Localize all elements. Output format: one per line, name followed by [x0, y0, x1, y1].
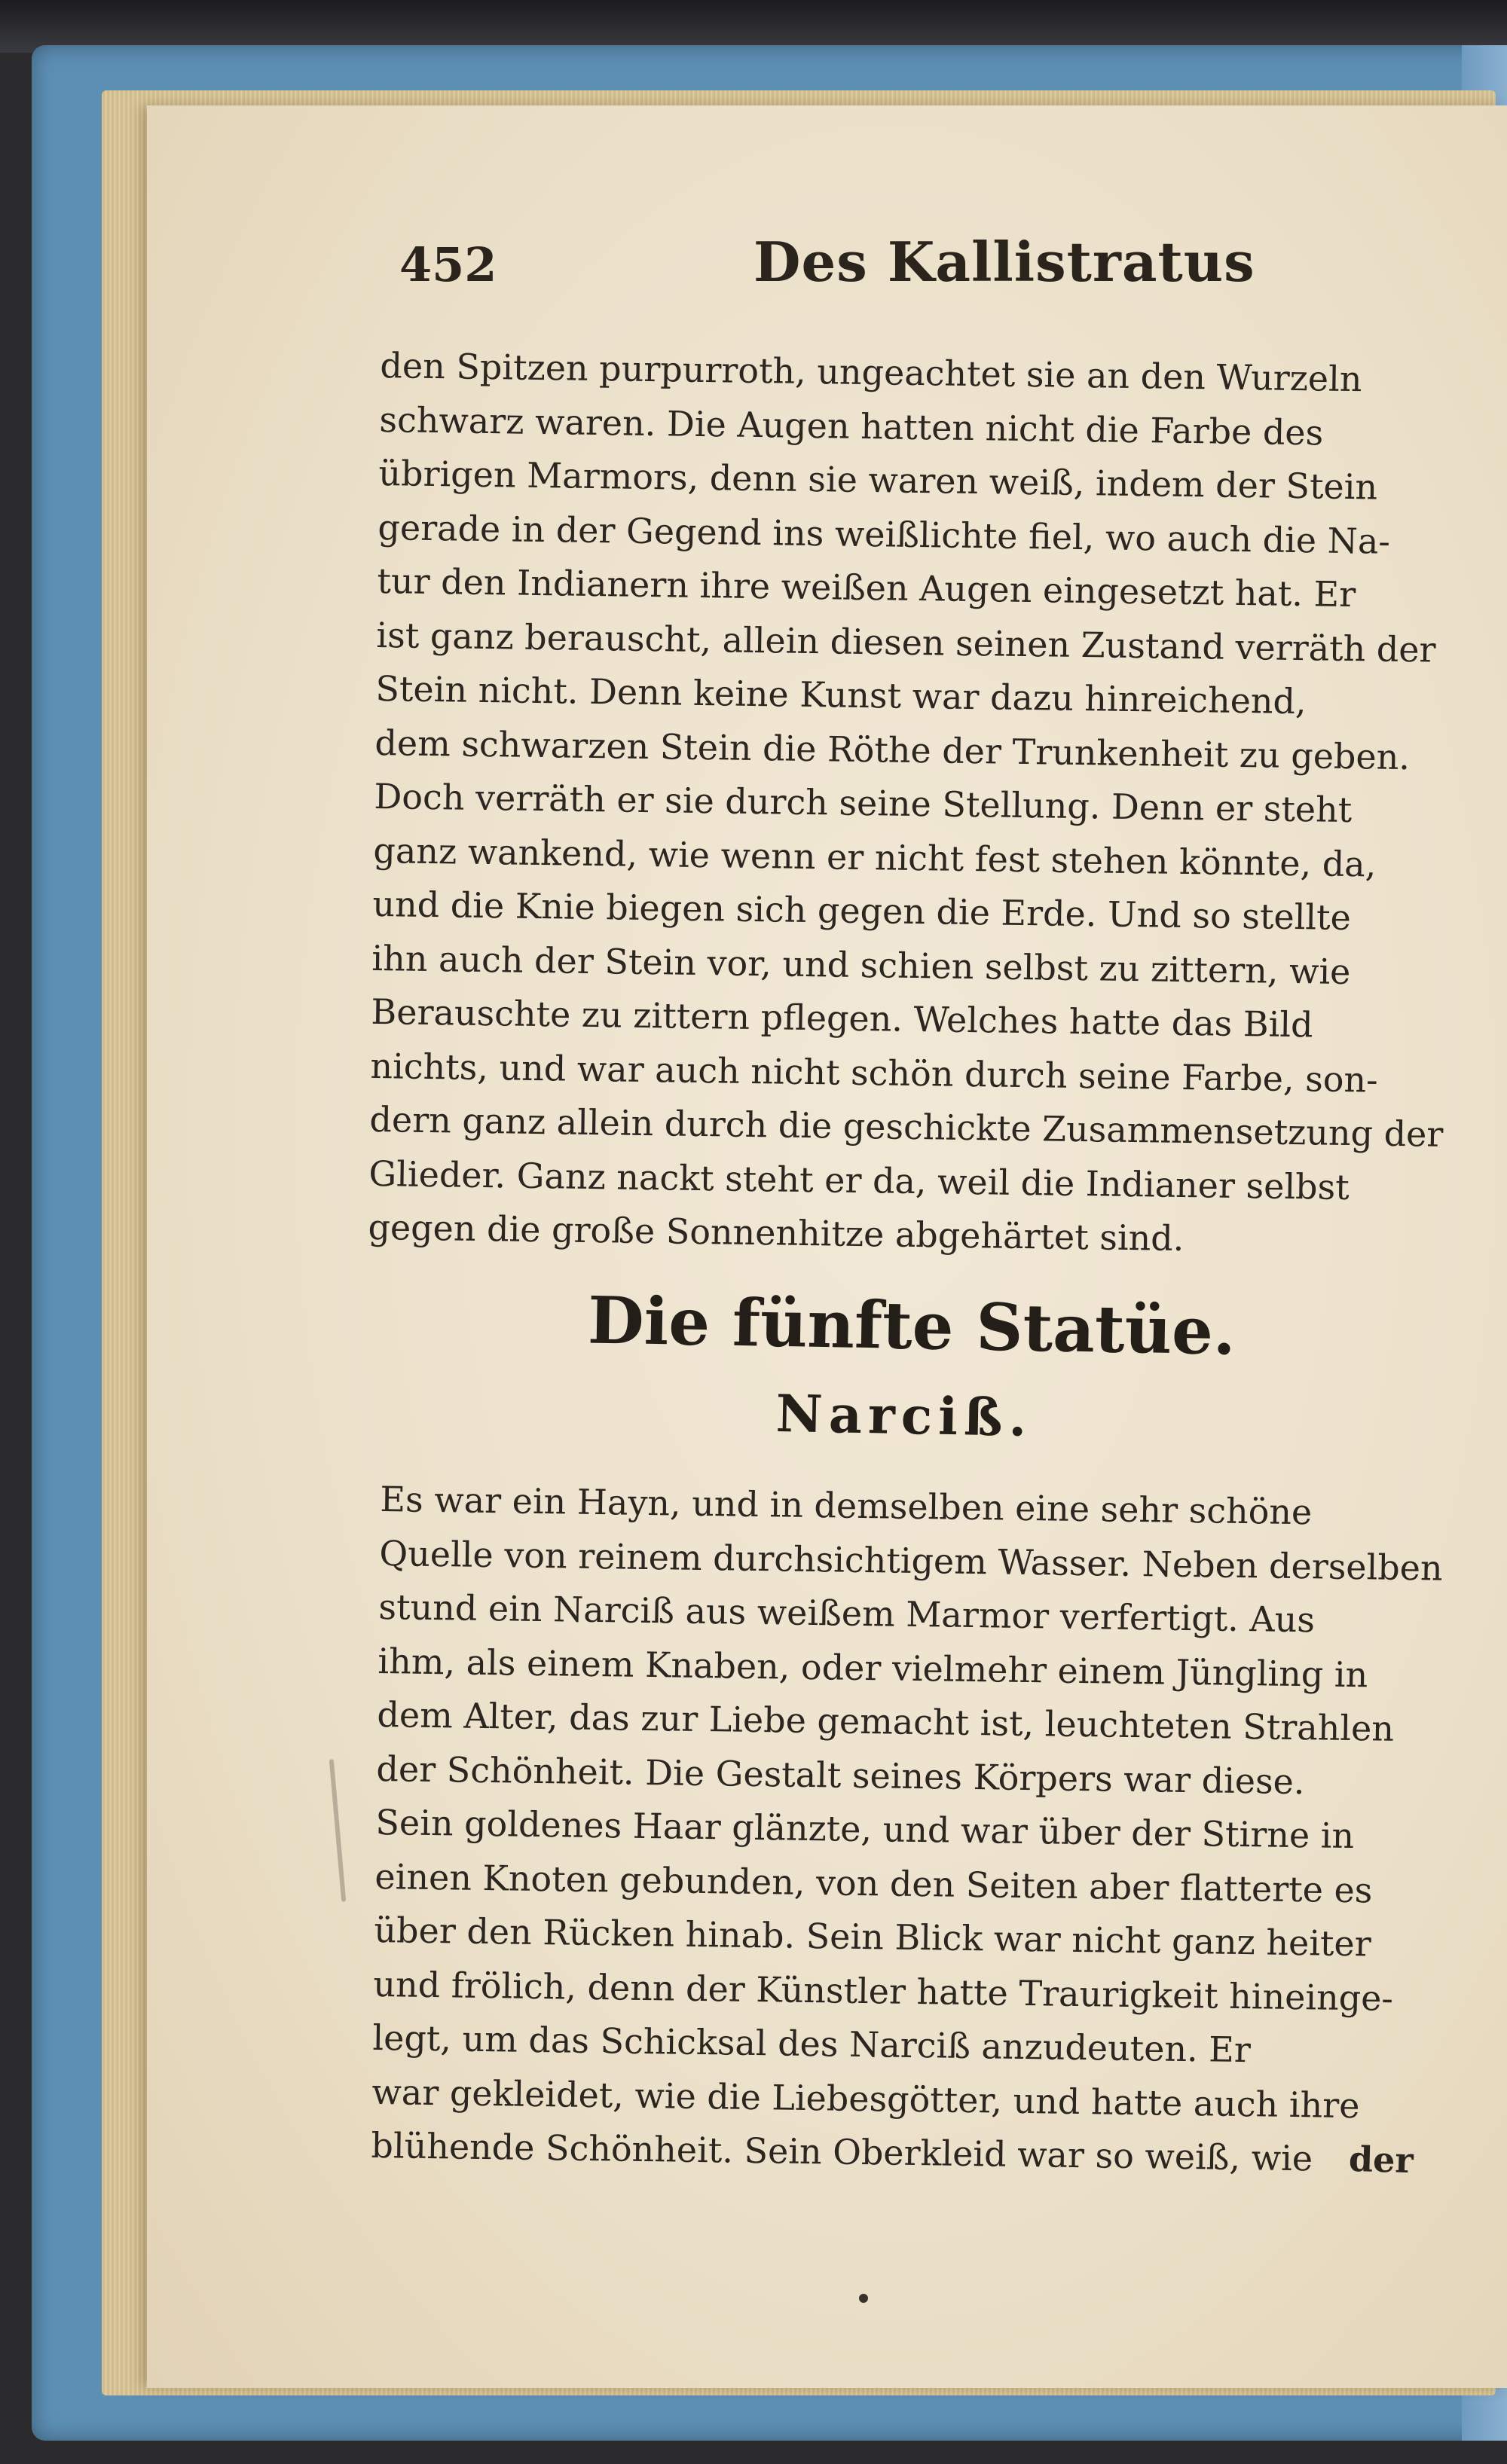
section-text [371, 1473, 1466, 2188]
text-line: Berauschte zu zittern pflegen. Welches hatte das Bild [371, 991, 1313, 1046]
text-line: über den Rücken hinab. Sein Blick war nicht ganz heiter [374, 1909, 1372, 1965]
text-line: und die Knie biegen sich gegen die Erde. Und so stellte [372, 883, 1352, 939]
page-header [399, 230, 1454, 313]
running-title: Des Kallistratus [754, 230, 1255, 294]
section-heading: Die fünfte Statüe. [587, 1282, 1236, 1370]
text-line: Doch verräth er sie durch seine Stellung. Denn er steht [374, 775, 1353, 831]
text-line: gerade in der Gegend ins weißlichte fiel, wo auch die Na- [378, 506, 1391, 562]
text-line: der Schönheit. Die Gestalt seines Körpers war diese. [376, 1748, 1305, 1802]
text-line: und frölich, denn der Künstler hatte Traurigkeit hineinge- [373, 1963, 1394, 2019]
section-subheading: Narciß. [775, 1384, 1033, 1449]
text-line: stund ein Narciß aus weißem Marmor verfertigt. Aus [378, 1586, 1316, 1641]
text-line: übrigen Marmors, denn sie waren weiß, indem der Stein [378, 452, 1378, 508]
text-line: ihm, als einem Knaben, oder vielmehr einem Jüngling in [378, 1640, 1368, 1695]
ink-dot [859, 2294, 868, 2303]
text-line: Sein goldenes Haar glänzte, und war über der Stirne in [375, 1801, 1355, 1857]
page-number: 452 [399, 237, 497, 292]
text-line: Quelle von reinem durchsichtigem Wasser. Neben derselben [379, 1532, 1444, 1589]
text-line: tur den Indianern ihre weißen Augen eingesetzt hat. Er [377, 560, 1356, 615]
text-line: war gekleidet, wie die Liebesgötter, und hatte auch ihre [371, 2071, 1360, 2126]
text-line: blühende Schönheit. Sein Oberkleid war so weiß, wie [371, 2124, 1313, 2179]
text-line: Glieder. Ganz nackt steht er da, weil die Indianer selbst [368, 1153, 1350, 1208]
text-line: schwarz waren. Die Augen hatten nicht die Farbe des [379, 398, 1324, 453]
text-line: legt, um das Schicksal des Narciß anzudeuten. Er [372, 2017, 1252, 2071]
text-line: ganz wankend, wie wenn er nicht fest stehen könnte, da, [373, 829, 1377, 885]
text-line: den Spitzen purpurroth, ungeachtet sie an den Wurzeln [380, 344, 1362, 400]
text-line: Es war ein Hayn, und in demselben eine sehr schöne [380, 1478, 1313, 1533]
text-line: Stein nicht. Denn keine Kunst war dazu hinreichend, [375, 667, 1307, 722]
body-text [368, 339, 1466, 1269]
text-line: einen Knoten gebunden, von den Seiten aber flatterte es [374, 1855, 1373, 1910]
text-line: dem schwarzen Stein die Röthe der Trunkenheit zu geben. [374, 722, 1411, 777]
text-line: dem Alter, das zur Liebe gemacht ist, leuchteten Strahlen [377, 1693, 1395, 1749]
text-line: nichts, und war auch nicht schön durch seine Farbe, son- [370, 1045, 1379, 1101]
text-line: gegen die große Sonnenhitze abgehärtet sind. [368, 1206, 1185, 1259]
text-line: ihn auch der Stein vor, und schien selbst zu zittern, wie [371, 937, 1351, 992]
text-line: dern ganz allein durch die geschickte Zusammensetzung der [369, 1098, 1444, 1155]
catchword: der [1348, 2138, 1414, 2182]
text-line: ist ganz berauscht, allein diesen seinen Zustand verräth der [376, 614, 1436, 670]
